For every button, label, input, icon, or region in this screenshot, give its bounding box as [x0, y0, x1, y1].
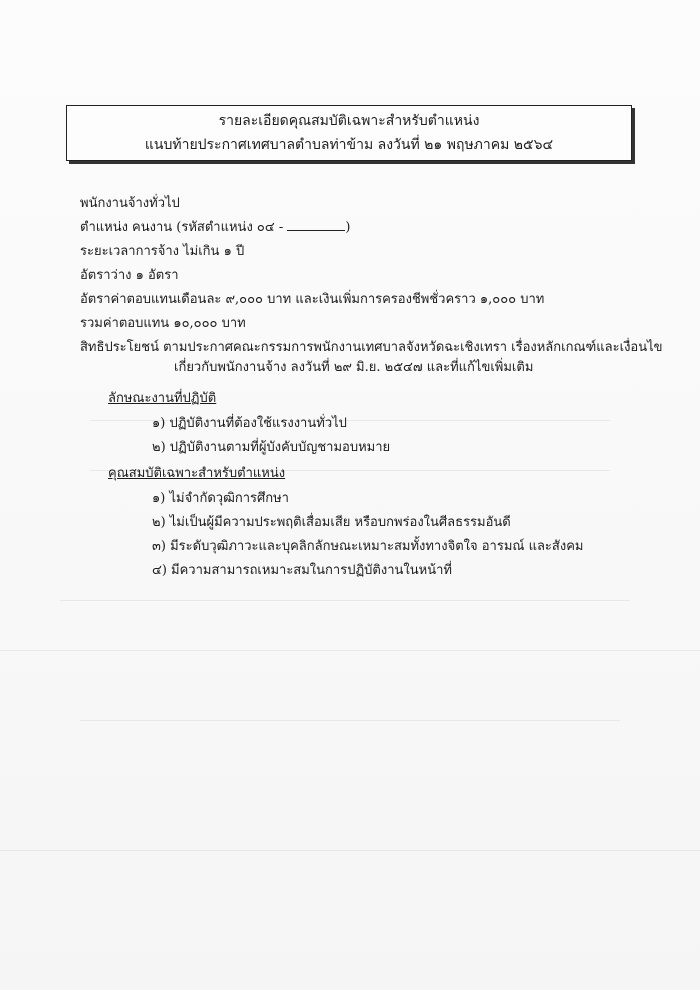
qualifications-heading: คุณสมบัติเฉพาะสำหรับตำแหน่ง: [108, 466, 286, 481]
total-compensation: รวมค่าตอบแทน ๑๐,๐๐๐ บาท: [80, 316, 246, 331]
qualification-item-4: ๔) มีความสามารถเหมาะสมในการปฏิบัติงานในหน้าที่: [152, 563, 452, 578]
show-through-line: [80, 720, 620, 721]
benefits-line-1: สิทธิประโยชน์ ตามประกาศคณะกรรมการพนักงานเทศบาลจังหวัดฉะเชิงเทรา เรื่องหลักเกณฑ์และเงื่อนไข: [80, 340, 663, 355]
duty-item-1: ๑) ปฏิบัติงานที่ต้องใช้แรงงานทั่วไป: [152, 416, 347, 431]
employee-category: พนักงานจ้างทั่วไป: [80, 196, 180, 211]
position-text: ตำแหน่ง คนงาน (รหัสตำแหน่ง ๐๔ -: [80, 220, 288, 235]
monthly-salary: อัตราค่าตอบแทนเดือนละ ๙,๐๐๐ บาท และเงินเพิ่มการครองชีพชั่วคราว ๑,๐๐๐ บาท: [80, 292, 545, 307]
qualification-item-3: ๓) มีระดับวุฒิภาวะและบุคลิกลักษณะเหมาะสมทั้งทางจิตใจ อารมณ์ และสังคม: [152, 539, 584, 554]
qualification-item-1: ๑) ไม่จำกัดวุฒิการศึกษา: [152, 491, 289, 506]
show-through-line: [0, 850, 700, 851]
employment-duration: ระยะเวลาการจ้าง ไม่เกิน ๑ ปี: [80, 244, 245, 259]
title-box: [66, 105, 632, 161]
position-code-blank: [287, 219, 345, 231]
show-through-line: [60, 600, 630, 601]
position-close: ): [345, 220, 351, 235]
title-line-1: รายละเอียดคุณสมบัติเฉพาะสำหรับตำแหน่ง: [218, 113, 480, 129]
vacancy-count: อัตราว่าง ๑ อัตรา: [80, 268, 179, 283]
title-line-2: แนบท้ายประกาศเทศบาลตำบลท่าข้าม ลงวันที่ ๒๑ พฤษภาคม ๒๕๖๔: [144, 137, 554, 153]
duty-item-2: ๒) ปฏิบัติงานตามที่ผู้บังคับบัญชามอบหมาย: [152, 440, 391, 455]
position-line: [80, 216, 350, 237]
qualification-item-2: ๒) ไม่เป็นผู้มีความประพฤติเสื่อมเสีย หรือบกพร่องในศีลธรรมอันดี: [152, 515, 511, 530]
duties-heading: ลักษณะงานที่ปฏิบัติ: [108, 391, 217, 406]
benefits-line-2: เกี่ยวกับพนักงานจ้าง ลงวันที่ ๒๙ มิ.ย. ๒๕๔๗ และที่แก้ไขเพิ่มเติม: [174, 360, 534, 375]
show-through-line: [0, 650, 700, 651]
